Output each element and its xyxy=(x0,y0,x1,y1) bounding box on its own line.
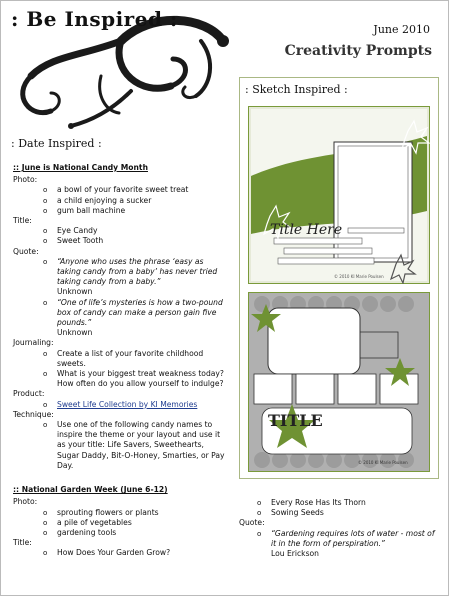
candy-month-section xyxy=(13,163,225,559)
sketch-credit: © 2010 KI Marie Poulsen xyxy=(358,460,408,465)
list-item: o gum ball machine xyxy=(43,206,225,216)
product-link[interactable]: Sweet Life Collection by KI Memories xyxy=(57,399,198,409)
title-list xyxy=(13,226,225,246)
sketch-title-text: Title Here xyxy=(270,222,343,238)
product-list xyxy=(13,400,225,410)
photo-label: Photo: xyxy=(13,175,38,185)
issue-date: June 2010 xyxy=(373,23,430,36)
quote-text: o “Anyone who uses the phrase ‘easy as taking candy from a baby’ has never tried taking candy from a baby.” xyxy=(57,256,218,287)
list-item: o gardening tools xyxy=(43,528,225,538)
sketch-panel xyxy=(239,77,439,479)
quote-author: Unknown xyxy=(57,287,93,297)
list-item: o Use one of the following candy names to inspire the theme or your layout and use it as your title: Life Savers, Sweethearts, Sugar Daddy, Bit-O-Honey, Smarties, or Pay Day. xyxy=(43,420,225,471)
technique-list xyxy=(13,420,225,471)
quote-text: o “One of life’s mysteries is how a two-pound box of candy can make a person gain five pounds.” xyxy=(57,297,223,328)
title-label: Title: xyxy=(13,216,32,226)
list-item: o a pile of vegetables xyxy=(43,518,225,528)
garden-week-continued xyxy=(239,498,439,559)
candy-month-heading: :: June is National Candy Month xyxy=(13,163,148,172)
quote-list xyxy=(13,257,225,339)
list-item: o What is your biggest treat weakness today? How often do you allow yourself to indulge? xyxy=(43,369,225,389)
list-item: o Eye Candy xyxy=(43,226,225,236)
quote-label: Quote: xyxy=(13,246,39,256)
section-sketch-inspired: : Sketch Inspired : xyxy=(245,83,348,96)
quote-author: Unknown xyxy=(57,328,93,338)
list-item: o a child enjoying a sucker xyxy=(43,196,225,206)
title-label: Title: xyxy=(13,538,32,548)
list-item: o a bowl of your favorite sweet treat xyxy=(43,185,225,195)
photo-list xyxy=(13,508,225,539)
list-item xyxy=(43,298,225,339)
list-item: o Create a list of your favorite childhood sweets. xyxy=(43,349,225,369)
product-label: Product: xyxy=(13,389,45,399)
page-title: : Be Inspired : xyxy=(11,7,178,31)
list-item: o Every Rose Has Its Thorn xyxy=(257,498,439,508)
list-item: o Sweet Tooth xyxy=(43,236,225,246)
photo-label: Photo: xyxy=(13,497,38,507)
page-subtitle: Creativity Prompts xyxy=(284,43,432,59)
journaling-label: Journaling: xyxy=(13,338,54,348)
quote-list xyxy=(239,529,439,560)
section-date-inspired: : Date Inspired : xyxy=(11,137,102,150)
sketch-credit: © 2010 KI Marie Poulsen xyxy=(334,274,384,279)
quote-text: o “Gardening requires lots of water - most of it in the form of perspiration.” xyxy=(271,528,435,548)
sketch-title-text: TITLE xyxy=(268,411,323,430)
list-item: o sprouting flowers or plants xyxy=(43,508,225,518)
garden-week-heading: :: National Garden Week (June 6-12) xyxy=(13,485,168,495)
list-item xyxy=(257,529,439,560)
title-list xyxy=(13,548,225,558)
sketch-one xyxy=(248,106,430,284)
list-item: o How Does Your Garden Grow? xyxy=(43,548,225,558)
title-list-continued xyxy=(239,498,439,518)
sketch-two xyxy=(248,292,430,472)
photo-list xyxy=(13,185,225,216)
quote-label: Quote: xyxy=(239,518,265,528)
quote-author: Lou Erickson xyxy=(271,549,319,559)
list-item xyxy=(43,257,225,298)
technique-label: Technique: xyxy=(13,409,54,419)
list-item: o Sowing Seeds xyxy=(257,508,439,518)
journaling-list xyxy=(13,349,225,390)
list-item xyxy=(43,400,225,410)
